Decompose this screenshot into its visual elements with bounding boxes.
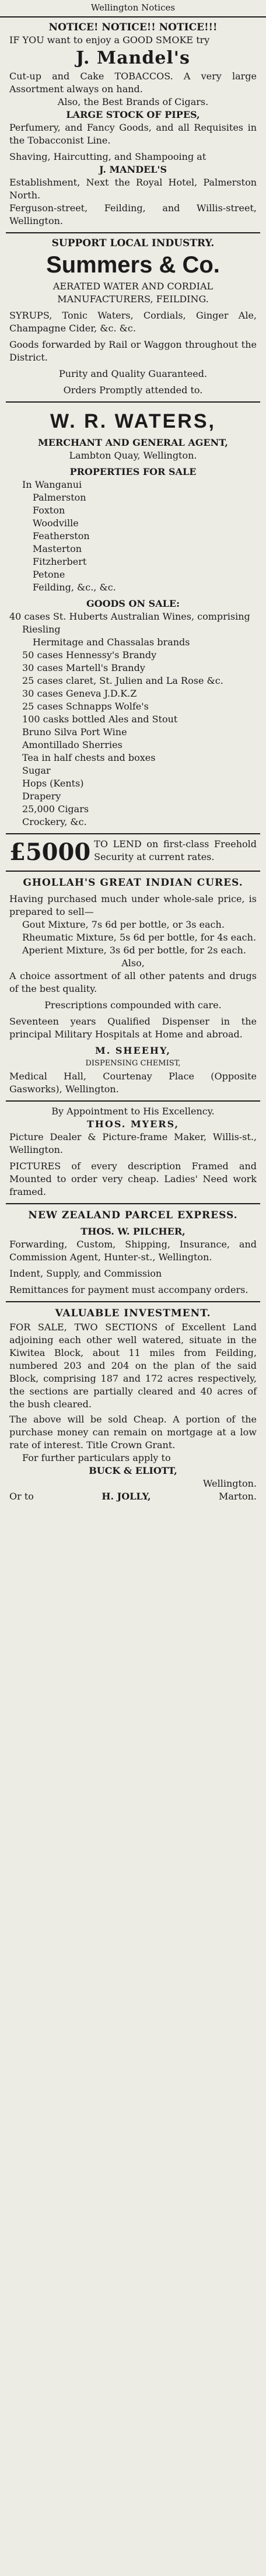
waters-good: Hermitage and Chassalas brands xyxy=(33,637,190,648)
mandel-line-4: Perfumery, and Fancy Goods, and all Requisites in the Tobacconist Line. xyxy=(9,122,257,146)
summers-line-3: Goods forwarded by Rail or Waggon throughout the District. xyxy=(9,339,257,363)
summers-line-5: Orders Promptly attended to. xyxy=(63,385,203,396)
parcel-name: THOS. W. PILCHER, xyxy=(80,1226,186,1237)
myers-line-1: By Appointment to His Excellency. xyxy=(51,1106,215,1117)
mandel-name: J. Mandel's xyxy=(76,48,190,68)
waters-place: Foxton xyxy=(33,505,65,516)
waters-good: Hops (Kents) xyxy=(22,778,84,789)
parcel-line-3: Remittances for payment must accompany orders. xyxy=(9,1284,249,1295)
myers-line-3: PICTURES of every description Framed and Mounted to order very cheap. Ladies' Need work framed. xyxy=(9,1161,257,1197)
mandel-line-1: Cut-up and Cake TOBACCOS. A very large Assortment always on hand. xyxy=(9,71,257,95)
waters-goods-title: GOODS ON SALE: xyxy=(86,598,180,609)
ghollah-line-3: Rheumatic Mixture, 5s 6d per bottle, for 4s each. xyxy=(22,932,257,943)
waters-good: Drapery xyxy=(22,791,61,802)
waters-good: 25 cases claret, St. Julien and La Rose &c. xyxy=(22,675,223,686)
myers-line-2: Picture Dealer & Picture-frame Maker, Willis-st., Wellington. xyxy=(9,1131,257,1155)
summers-support: SUPPORT LOCAL INDUSTRY. xyxy=(51,237,215,249)
waters-good: Riesling xyxy=(22,624,61,635)
waters-good: Bruno Silva Port Wine xyxy=(22,726,127,738)
mandel-notice: NOTICE! NOTICE!! NOTICE!!! xyxy=(48,22,218,33)
ghollah-line-9: Medical Hall, Courtenay Place (Opposite Gasworks), Wellington. xyxy=(9,1071,257,1095)
summers-line-4: Purity and Quality Guaranteed. xyxy=(58,368,208,379)
investment-line-1: FOR SALE, TWO SECTIONS of Excellent Land adjoining each other well watered, situate in the Kiwitea Block, about 11 miles from Feilding, numbered 203 and 204 on the plan of the said Block, comprising 187 and 172 acres respectively, the sections are partially cleared and 40 acres of the bush cleared. xyxy=(9,1322,257,1410)
waters-advert xyxy=(0,403,266,833)
loan-advert xyxy=(0,834,266,871)
ghollah-line-5: Also, xyxy=(121,957,145,969)
ghollah-line-4: Aperient Mixture, 3s 6d per bottle, for 2s each. xyxy=(22,945,246,956)
waters-place: Masterton xyxy=(33,543,82,554)
mandel-line-3: LARGE STOCK OF PIPES, xyxy=(66,109,200,120)
ghollah-line-7: Prescriptions compounded with care. xyxy=(44,999,222,1011)
waters-good: 30 cases Geneva J.D.K.Z xyxy=(22,688,137,699)
ghollah-line-6: A choice assortment of all other patents and drugs of the best quality. xyxy=(9,970,257,994)
mandel-intro: IF YOU want to enjoy a GOOD SMOKE try xyxy=(9,34,210,46)
myers-name: THOS. MYERS, xyxy=(86,1119,180,1130)
waters-good: Crockery, &c. xyxy=(22,816,87,827)
loan-text: TO LEND on first-class Freehold Security at current rates. xyxy=(94,838,257,862)
mandel-line-7: Establishment, Next the Royal Hotel, Palmerston North. xyxy=(9,177,257,201)
ghollah-signature: M. SHEEHY, xyxy=(95,1045,171,1056)
waters-good: 30 cases Martell's Brandy xyxy=(22,662,145,673)
mandel-line-6: J. MANDEL'S xyxy=(99,164,167,175)
parcel-advert xyxy=(0,1204,266,1301)
summers-line-1: AERATED WATER AND CORDIAL MANUFACTURERS, FEILDING. xyxy=(52,281,214,305)
ghollah-advert xyxy=(0,872,266,1100)
investment-or: Or to xyxy=(9,1491,34,1502)
parcel-line-2: Indent, Supply, and Commission xyxy=(9,1268,162,1279)
waters-place: Fitzherbert xyxy=(33,556,87,567)
mandel-line-5: Shaving, Haircutting, and Shampooing at xyxy=(9,151,206,162)
mandel-advert xyxy=(0,18,266,232)
investment-line-2: The above will be sold Cheap. A portion of the purchase money can remain on mortgage at a low rate of interest. Title Crown Grant. xyxy=(9,1414,257,1450)
waters-props-title: PROPERTIES FOR SALE xyxy=(69,466,197,477)
investment-signature-2: H. JOLLY, xyxy=(102,1491,151,1502)
investment-signature-place: Wellington. xyxy=(203,1478,257,1489)
summers-line-2: SYRUPS, Tonic Waters, Cordials, Ginger Ale, Champagne Cider, &c. &c. xyxy=(9,310,257,334)
ghollah-signature-title: DISPENSING CHEMIST, xyxy=(85,1059,181,1068)
investment-signature-place-2: Marton. xyxy=(218,1491,257,1502)
parcel-line-1: Forwarding, Custom, Shipping, Insurance, and Commission Agent, Hunter-st., Wellington. xyxy=(9,1239,257,1263)
waters-line-2: Lambton Quay, Wellington. xyxy=(69,450,197,461)
waters-good: 25 cases Schnapps Wolfe's xyxy=(22,701,149,712)
ghollah-line-2: Gout Mixture, 7s 6d per bottle, or 3s each. xyxy=(22,919,225,930)
mandel-line-8: Ferguson-street, Feilding, and Willis-street, Wellington. xyxy=(9,202,257,226)
waters-place: Woodville xyxy=(33,518,79,529)
waters-good: 50 cases Hennessy's Brandy xyxy=(22,649,157,660)
waters-place: Petone xyxy=(33,569,65,580)
mandel-line-2: Also, the Best Brands of Cigars. xyxy=(57,96,209,107)
waters-place: Feilding, &c., &c. xyxy=(33,582,116,593)
waters-good: Tea in half chests and boxes xyxy=(22,752,156,763)
loan-amount: £5000 xyxy=(9,838,91,866)
summers-name: Summers & Co. xyxy=(46,252,220,278)
waters-place: Palmerston xyxy=(33,492,86,503)
waters-good: 100 casks bottled Ales and Stout xyxy=(22,714,178,725)
summers-advert xyxy=(0,233,266,401)
waters-props-in: In Wanganui xyxy=(22,479,82,490)
ghollah-title: GHOLLAH'S GREAT INDIAN CURES. xyxy=(23,877,243,889)
parcel-title: NEW ZEALAND PARCEL EXPRESS. xyxy=(28,1210,238,1221)
investment-line-3: For further particulars apply to xyxy=(22,1452,171,1463)
investment-signature: BUCK & ELIOTT, xyxy=(89,1465,177,1476)
investment-advert xyxy=(0,1302,266,1508)
waters-name: W. R. WATERS, xyxy=(50,410,216,432)
myers-advert xyxy=(0,1102,266,1203)
waters-good: Sugar xyxy=(22,765,51,776)
investment-title: VALUABLE INVESTMENT. xyxy=(55,1308,211,1319)
waters-good: 25,000 Cigars xyxy=(22,803,89,815)
ghollah-line-8: Seventeen years Qualified Dispenser in the principal Military Hospitals at Home and abroad. xyxy=(9,1016,257,1040)
page-header: Wellington Notices xyxy=(0,0,266,18)
waters-line-1: MERCHANT AND GENERAL AGENT, xyxy=(38,437,228,448)
waters-good: Amontillado Sherries xyxy=(22,739,123,750)
ghollah-line-1: Having purchased much under whole-sale price, is prepared to sell— xyxy=(9,893,257,917)
waters-place: Featherston xyxy=(33,530,90,541)
investment-signature-row xyxy=(9,1490,257,1503)
waters-good: 40 cases St. Huberts Australian Wines, comprising xyxy=(9,611,250,622)
